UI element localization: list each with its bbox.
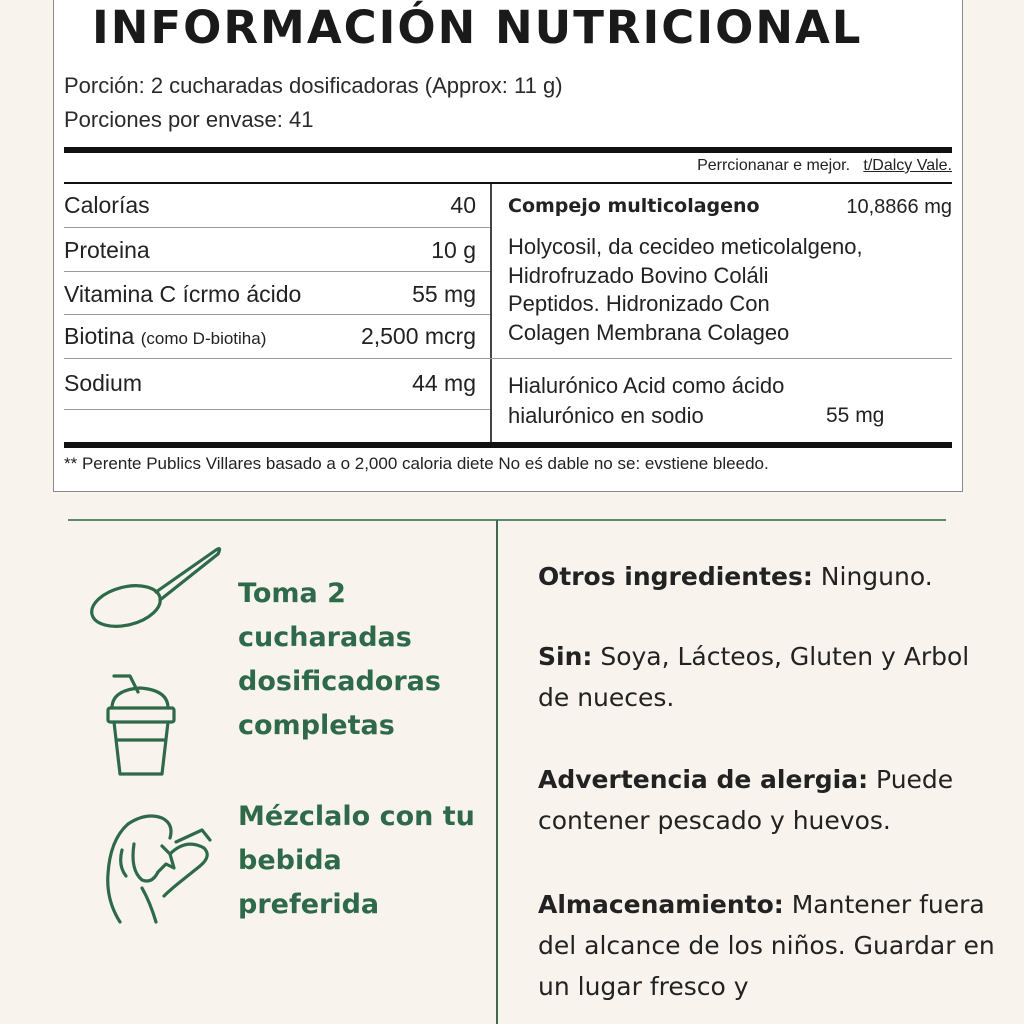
nutrition-facts-panel bbox=[53, 0, 963, 492]
instruction-step-2: Mézclalo con tu bebida preferida bbox=[238, 801, 475, 920]
ingredient-line: Colagen Membrana Colageo bbox=[508, 319, 790, 345]
allergy-warning-text: Puede contener pescado y huevos. bbox=[538, 765, 954, 835]
nutrient-value: 2,500 mcrg bbox=[360, 323, 476, 349]
storage-label: Almacenamiento: bbox=[538, 890, 784, 919]
nutrient-label: Proteina bbox=[64, 237, 150, 263]
nutrient-label: Calorías bbox=[64, 192, 150, 218]
column-divider-green bbox=[496, 520, 498, 1024]
nutrient-value: 55 mg bbox=[412, 281, 476, 307]
person-drinking-icon bbox=[100, 810, 220, 930]
free-from-text: Soya, Lácteos, Gluten y Arbol de nueces. bbox=[538, 642, 970, 712]
header-note-b: t/Dalcy Vale. bbox=[863, 157, 952, 174]
rule-under-header bbox=[64, 182, 952, 184]
thick-rule-bottom bbox=[64, 442, 952, 448]
hyaluronic-value: 55 mg bbox=[826, 404, 885, 427]
thick-rule-top bbox=[64, 147, 952, 153]
nutrient-value: 44 mg bbox=[412, 370, 476, 396]
allergy-warning bbox=[538, 759, 1008, 841]
other-ingredients bbox=[538, 556, 1008, 597]
row-divider-full bbox=[64, 358, 952, 359]
nutrient-value: 40 bbox=[450, 192, 476, 218]
nutrient-label-text: Biotina bbox=[64, 323, 135, 349]
header-note bbox=[697, 157, 952, 175]
row-divider bbox=[64, 271, 490, 272]
hyaluronic-line: hialurónico en sodio bbox=[508, 403, 704, 428]
other-ingredients-label: Otros ingredientes: bbox=[538, 562, 813, 591]
nutrient-label bbox=[64, 323, 266, 350]
free-from-label: Sin: bbox=[538, 642, 593, 671]
row-divider bbox=[64, 227, 490, 228]
storage-text: Mantener fuera del alcance de los niños. Guardar en un lugar fresco y bbox=[538, 890, 995, 1001]
row-divider bbox=[64, 409, 490, 410]
hyaluronic-acid-text bbox=[508, 371, 784, 431]
storage-instructions bbox=[538, 884, 1008, 1007]
ingredient-line: Peptidos. Hidronizado Con bbox=[508, 291, 770, 316]
section-divider bbox=[68, 519, 946, 521]
allergy-warning-label: Advertencia de alergia: bbox=[538, 765, 869, 794]
free-from bbox=[538, 636, 1008, 718]
collagen-complex-label: Compejo multicolageno bbox=[508, 195, 760, 217]
spoon-icon bbox=[86, 540, 226, 632]
nutrient-label: Vitamina C ícrmo ácido bbox=[64, 281, 302, 307]
nutrient-label: Sodium bbox=[64, 370, 142, 396]
nutrient-sublabel: (como D-biotiha) bbox=[140, 329, 267, 348]
hyaluronic-line: Hialurónico Acid como ácido bbox=[508, 373, 785, 398]
other-ingredients-text: Ninguno. bbox=[812, 562, 933, 591]
header-note-a: Perrcionanar e mejor. bbox=[697, 157, 851, 174]
collagen-complex-ingredients bbox=[508, 233, 863, 347]
instruction-step-1: Toma 2 cucharadas dosificadoras completas bbox=[238, 578, 441, 741]
nutrient-value: 10 g bbox=[431, 237, 476, 263]
footnote: ** Perente Publics Villares basado a o 2,000 caloria diete No eś dable no se: evstiene bleedo. bbox=[64, 454, 769, 473]
ingredient-line: Hidrofruzado Bovino Coláli bbox=[508, 262, 769, 288]
panel-title: INFORMACIÓN NUTRICIONAL bbox=[92, 1, 863, 54]
servings-per-container: Porciones por envase: 41 bbox=[64, 107, 314, 132]
collagen-complex-value: 10,8866 mg bbox=[846, 196, 952, 218]
serving-size: Porción: 2 cucharadas dosificadoras (Approx: 11 g) bbox=[64, 73, 563, 98]
cup-icon bbox=[100, 668, 184, 780]
row-divider bbox=[64, 314, 490, 315]
column-divider bbox=[490, 184, 492, 443]
ingredient-line: Holycosil, da cecideo meticolalgeno, bbox=[508, 234, 863, 259]
